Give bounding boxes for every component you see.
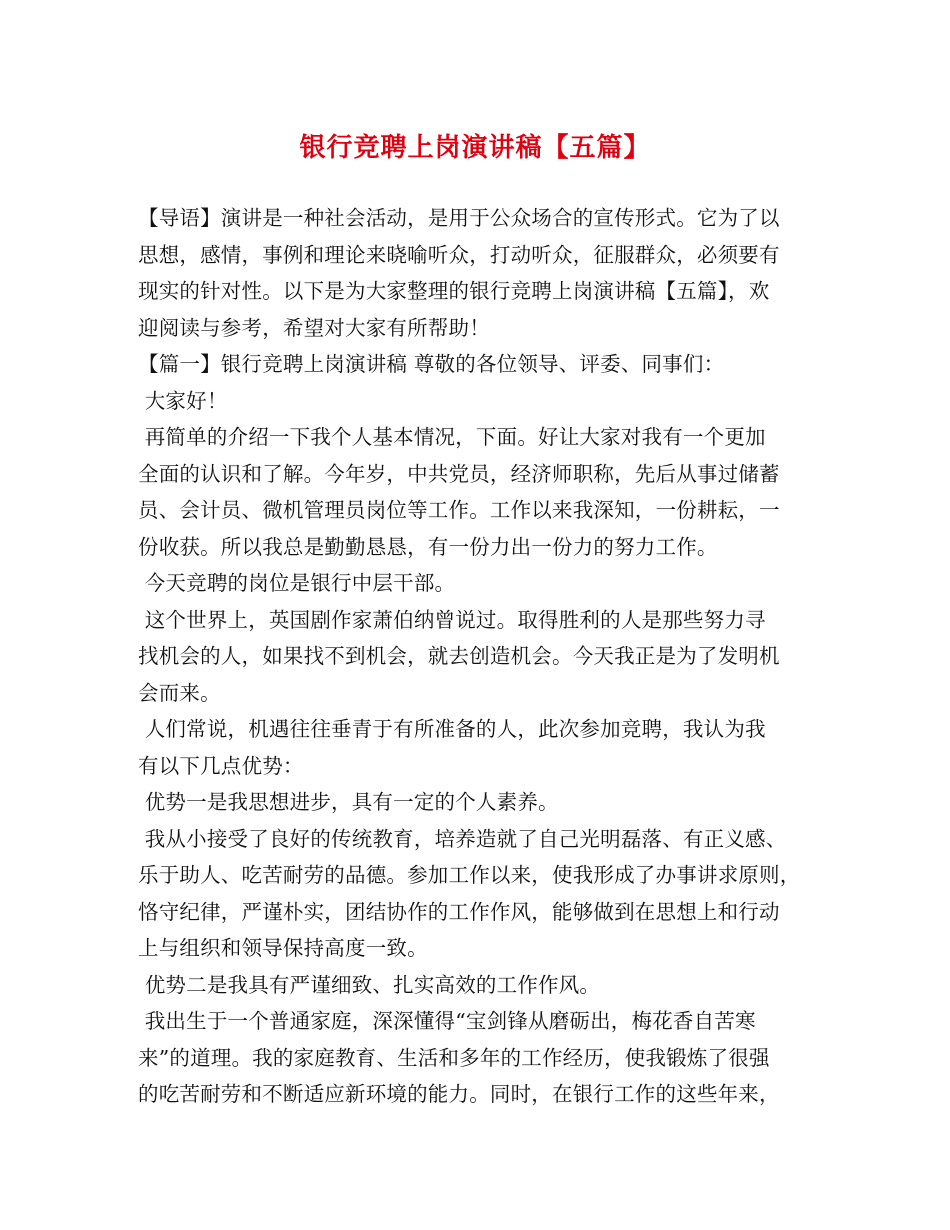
- paragraph-line: 恪守纪律，严谨朴实，团结协作的工作作风，能够做到在思想上和行动: [138, 899, 780, 924]
- paragraph-line: 员、会计员、微机管理员岗位等工作。工作以来我深知，一份耕耘，一: [138, 498, 780, 522]
- document-title: 银行竞聘上岗演讲稿【五篇】: [299, 133, 651, 163]
- paragraph-line: 现实的针对性。以下是为大家整理的银行竞聘上岗演讲稿【五篇】，欢: [138, 279, 770, 303]
- paragraph-line: 我从小接受了良好的传统教育，培养造就了自己光明磊落、有正义感、: [138, 826, 787, 851]
- paragraph-line: 思想，感情，事例和理论来晓喻听众，打动听众，征服群众，必须要有: [138, 242, 780, 267]
- paragraph-line: 再简单的介绍一下我个人基本情况，下面。好让大家对我有一个更加: [138, 425, 766, 449]
- paragraph-line: 这个世界上，英国剧作家萧伯纳曾说过。取得胜利的人是那些努力寻: [138, 607, 766, 632]
- paragraph-line: 人们常说，机遇往往垂青于有所准备的人，此次参加竞聘，我认为我: [138, 717, 766, 741]
- paragraph-line: 会而来。: [138, 680, 221, 705]
- paragraph-line: 有以下几点优势：: [138, 753, 304, 778]
- paragraph-line: 优势一是我思想进步，具有一定的个人素养。: [138, 790, 559, 814]
- paragraph-line: 【导语】演讲是一种社会活动，是用于公众场合的宣传形式。它为了以: [138, 206, 780, 230]
- paragraph-line: 迎阅读与参考，希望对大家有所帮助！: [138, 315, 490, 340]
- paragraph-line: 全面的认识和了解。今年岁，中共党员，经济师职称，先后从事过储蓄: [138, 461, 780, 486]
- paragraph-line: 大家好！: [138, 388, 228, 413]
- paragraph-line: 【篇一】银行竞聘上岗演讲稿 尊敬的各位领导、评委、同事们：: [138, 352, 725, 376]
- document-body: [138, 200, 828, 1113]
- paragraph-line: 乐于助人、吃苦耐劳的品德。参加工作以来，使我形成了办事讲求原则，: [138, 863, 801, 887]
- paragraph-line: 今天竞聘的岗位是银行中层干部。: [138, 571, 456, 595]
- paragraph-line: 的吃苦耐劳和不断适应新环境的能力。同时，在银行工作的这些年来，: [138, 1082, 780, 1106]
- paragraph-line: 上与组织和领导保持高度一致。: [138, 936, 428, 960]
- paragraph-line: 找机会的人，如果找不到机会，就去创造机会。今天我正是为了发明机: [138, 644, 780, 668]
- paragraph-line: 我出生于一个普通家庭，深深懂得“宝剑锋从磨砺出，梅花香自苦寒: [138, 1009, 756, 1033]
- paragraph-line: 份收获。所以我总是勤勤恳恳，有一份力出一份力的努力工作。: [138, 534, 718, 559]
- paragraph-line: 来”的道理。我的家庭教育、生活和多年的工作经历，使我锻炼了很强: [138, 1045, 770, 1070]
- paragraph-line: 优势二是我具有严谨细致、扎实高效的工作作风。: [138, 972, 601, 997]
